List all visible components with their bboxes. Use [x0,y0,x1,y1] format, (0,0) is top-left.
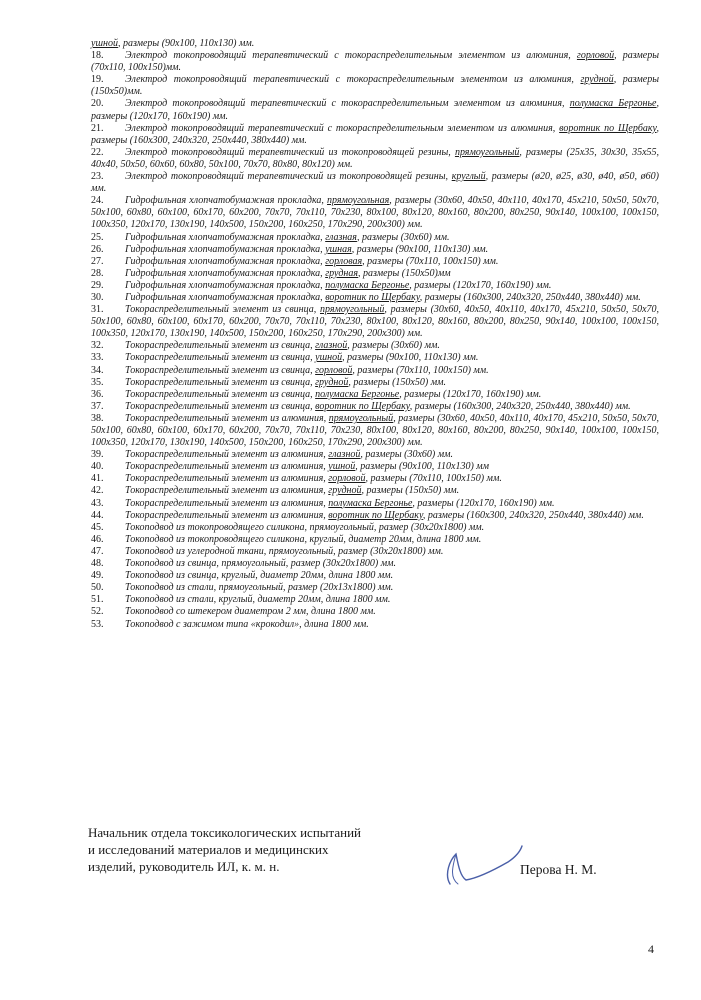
item-number: 33. [91,352,104,364]
item-text: Токораспределительный элемент из алюминия, [125,485,329,497]
list-item [91,244,659,256]
list-item [91,352,659,364]
item-text: , размеры (70х110, 100х150) мм. [352,364,489,376]
list-item [91,256,659,268]
list-item [91,461,659,473]
list-item [91,522,659,534]
item-text: Токоподвод из углеродной ткани, прямоугольный, размер (30х20х1800) мм. [125,545,444,557]
item-text: , размеры (ø20, ø25, ø30, ø40, ø50, ø60) мм. [91,171,660,195]
list-item [91,365,659,377]
item-text: , размеры (160х300, 240х320, 250х440, 380х440) мм. [409,400,631,412]
item-text: , размеры (70х110, 100х150) мм. [365,473,502,485]
list-item [91,147,659,171]
item-shape-label: грудная [325,267,359,279]
item-shape-label: прямоугольный [319,304,385,316]
item-text: , размеры (70х110, 100х150) мм. [362,255,499,267]
item-text: Гидрофильная хлопчатобумажная прокладка, [125,267,326,279]
list-item [91,558,659,570]
item-text: , размеры (120х170, 160х190) мм. [399,388,542,400]
item-text: , размеры (30х60) мм. [356,231,450,243]
item-text: Токоподвод со штекером диаметром 2 мм, длина 1800 мм. [125,606,376,618]
item-number: 45. [91,521,104,533]
item-text: Токораспределительный элемент из свинца, [125,400,316,412]
list-item [91,340,659,352]
item-list [91,38,659,631]
item-text: , размеры (70х110, 100х150)мм. [91,50,659,74]
list-item [91,619,659,631]
item-shape-label: прямоугольная [326,195,390,207]
item-text: , размеры (30х60) мм. [360,449,454,461]
item-text: Электрод токопроводящий терапевтический с токораспределительным элементом из алюминия, [125,98,570,110]
list-item [91,74,659,98]
item-text: Гидрофильная хлопчатобумажная прокладка, [125,195,327,207]
item-text: , размеры (30х60) мм. [347,340,440,352]
signatory-name: Перова Н. М. [520,862,597,877]
item-number: 35. [91,376,104,388]
item-number: 38. [91,412,104,424]
item-text: Гидрофильная хлопчатобумажная прокладка, [125,291,326,303]
item-shape-label: воротник по Щербаку [315,400,410,412]
item-shape-label: полумаска Бергонье [328,497,413,509]
item-shape-label: ушной [315,352,343,364]
item-shape-label: глазной [315,340,348,352]
item-text: Токоподвод из свинца, прямоугольный, размер (30х20х1800) мм. [125,558,397,570]
list-item [91,534,659,546]
item-shape-label: глазной [328,449,361,461]
item-number: 20. [91,98,104,110]
item-text: Токораспределительный элемент из алюминия, [125,509,329,521]
item-text: Электрод токопроводящий терапевтический с токораспределительным элементом из алюминия, [125,122,560,134]
item-text: Токоподвод из стали, круглый, диаметр 20мм, длина 1800 мм. [125,594,391,606]
list-item [91,594,659,606]
item-text: Гидрофильная хлопчатобумажная прокладка, [125,255,326,267]
signatory-title-line: и исследований материалов и медицинских [88,842,329,857]
item-shape-label: горловой [576,50,615,62]
item-text: , размеры (160х300, 240х320, 250х440, 380х440) мм. [419,291,641,303]
item-shape-label: горловая [325,255,363,267]
item-shape-label: грудной [580,74,614,86]
list-item [91,498,659,510]
item-text: Гидрофильная хлопчатобумажная прокладка, [125,243,326,255]
item-shape-label: полумаска Бергонье [315,388,400,400]
item-shape-label: воротник по Щербаку [328,509,423,521]
list-item [91,473,659,485]
item-number: 47. [91,545,104,557]
item-text: , размеры (25х35, 30х30, 35х55, 40х40, 50х50, 60х60, 60х80, 50х100, 70х70, 80х80, 80х120) мм. [91,146,660,170]
list-item [91,98,659,122]
item-text: Электрод токопроводящий терапевтический с токораспределительным элементом из алюминия, [125,50,577,62]
item-text: , размеры (150х50)мм. [91,74,659,98]
item-text: Электрод токопроводящий терапевтический с токораспределительным элементом из алюминия, [125,74,581,86]
item-number: 19. [91,74,104,86]
item-text: Токораспределительный элемент из алюминия, [125,473,329,485]
list-item [91,280,659,292]
item-shape-label: воротник по Щербаку [325,291,420,303]
item-text: Электрод токопроводящий терапевтический из токопроводящей резины, [125,171,452,183]
item-number: 40. [91,461,104,473]
item-number: 51. [91,594,104,606]
item-shape-label: ушная [325,243,352,255]
item-text: Токораспределительный элемент из алюминия, [125,497,329,509]
item-number: 28. [91,267,104,279]
item-text: , размеры (150х50)мм [358,267,451,279]
item-shape-label: полумаска Бергоньe [569,98,657,110]
item-shape-label: ушной [91,38,118,49]
item-number: 29. [91,279,104,291]
signatory-title [88,824,428,875]
item-number: 42. [91,485,104,497]
list-item [91,292,659,304]
list-item [91,510,659,522]
signatory-title-line: изделий, руководитель ИЛ, к. м. н. [88,859,280,874]
list-item [91,582,659,594]
item-text: , размеры (120х170, 160х190) мм. [91,98,659,122]
item-text: Токораспределительный элемент из свинца, [125,388,316,400]
item-text: , размеры (30х60, 40х50, 40х110, 40х170, 45х210, 50х50, 50х70, 50х100, 60х80, 60х100, 60х170, 60х200, 70х70, 70х110, 70х230, 80х100, 80х120, 80х160, 80х200, 80х250, 90х140, 100х100, 100х150, 100х350, 120х170, 130х190, 140х500, 150х200, 160х250, 170х290, 200х300) мм. [91,412,659,449]
handwritten-signature [436,840,526,888]
item-text: Токораспределительный элемент из свинца, [125,376,316,388]
item-number: 23. [91,171,104,183]
item-number: 52. [91,606,104,618]
item-number: 25. [91,231,104,243]
item-shape-label: ушной [328,461,356,473]
list-item [91,485,659,497]
item-number: 36. [91,388,104,400]
list-item [91,171,659,195]
item-number: 43. [91,497,104,509]
item-text: Гидрофильная хлопчатобумажная прокладка, [125,231,326,243]
item-text: , размеры (150х50) мм. [348,376,446,388]
item-number: 34. [91,364,104,376]
item-number: 49. [91,570,104,582]
item-text: Токоподвод из свинца, круглый, диаметр 20мм, длина 1800 мм. [125,570,394,582]
item-text: Токораспределительный элемент из свинца, [125,352,316,364]
item-number: 26. [91,243,104,255]
item-shape-label: прямоугольный [454,146,520,158]
item-text: Токораспределительный элемент из свинца, [125,364,316,376]
page-number: 4 [648,942,654,956]
item-shape-label: горловой [315,364,353,376]
item-text: Токораспределительный элемент из алюминия, [125,461,329,473]
item-text: Токораспределительный элемент из алюминия, [125,412,329,424]
item-text: , размеры (150х50) мм. [361,485,460,497]
item-text: Токораспределительный элемент из свинца, [125,340,316,352]
item-text: , размеры (160х300, 240х320, 250х440, 380х440) мм. [91,122,659,146]
list-item [91,570,659,582]
list-item [91,401,659,413]
item-number: 53. [91,618,104,630]
item-text: , размеры (90х100, 110х130) мм. [342,352,479,364]
item-text: Токораспределительный элемент из свинца, [125,304,320,316]
list-item [91,38,659,50]
list-item [91,606,659,618]
item-number: 21. [91,122,104,134]
item-text: Электрод токопроводящий терапевтический из токопроводящей резины, [125,146,455,158]
item-number: 50. [91,582,104,594]
list-item [91,546,659,558]
list-item [91,50,659,74]
list-item [91,413,659,449]
item-text: , размеры (90х100, 110х130) мм. [351,243,489,255]
item-shape-label: круглый [451,171,486,183]
list-item [91,195,659,231]
list-item [91,268,659,280]
item-number: 24. [91,195,104,207]
list-item [91,304,659,340]
item-text: , размеры (30х60, 40х50, 40х110, 40х170, 45х210, 50х50, 50х70, 50х100, 60х80, 60х100, 60х170, 60х200, 70х70, 70х110, 70х230, 80х100, 80х120, 80х160, 80х200, 80х250, 90х140, 100х100, 100х150, 100х350, 120х170, 130х190, 140х500, 150х200, 160х250, 170х290, 200х300) мм. [91,304,660,340]
item-number: 39. [91,449,104,461]
item-number: 27. [91,255,104,267]
item-text: , размеры (90х100, 110х130) мм. [117,38,255,49]
list-item [91,449,659,461]
list-item [91,389,659,401]
item-number: 41. [91,473,104,485]
item-shape-label: грудной [315,376,349,388]
item-number: 48. [91,558,104,570]
list-item [91,123,659,147]
item-number: 46. [91,533,104,545]
item-text: , размеры (120х170, 160х190) мм. [412,497,555,509]
item-number: 32. [91,340,104,352]
item-shape-label: полумаска Бергонье [325,279,410,291]
item-text: Токоподвод с зажимом типа «крокодил», длина 1800 мм. [125,618,369,630]
item-text: Токоподвод из стали, прямоугольный, размер (20х13х1800) мм. [125,582,394,594]
item-text: , размеры (30х60, 40х50, 40х110, 40х170, 45х210, 50х50, 50х70, 50х100, 60х80, 60х100, 60х170, 60х200, 70х70, 70х110, 70х230, 80х100, 80х120, 80х160, 80х200, 80х250, 90х140, 100х100, 100х150, 100х350, 120х170, 130х190, 140х500, 150х200, 160х250, 170х290, 200х300) мм. [91,195,659,231]
item-shape-label: грудной [328,485,362,497]
item-text: , размеры (90х100, 110х130) мм [355,461,490,473]
item-number: 30. [91,291,104,303]
item-number: 44. [91,509,104,521]
item-shape-label: воротник по Щербаку [559,122,657,134]
item-shape-label: прямоугольный [328,412,394,424]
item-text: Токоподвод из токопроводящего силикона, круглый, диаметр 20мм, длина 1800 мм. [125,533,482,545]
item-text: Токораспределительный элемент из алюминия, [125,449,329,461]
item-text: Гидрофильная хлопчатобумажная прокладка, [125,279,326,291]
item-number: 22. [91,146,104,158]
item-text: Токоподвод из токопроводящего силикона, прямоугольный, размер (30х20х1800) мм. [125,521,485,533]
item-number: 37. [91,400,104,412]
list-item [91,232,659,244]
item-number: 18. [91,50,104,62]
list-item [91,377,659,389]
item-text: , размеры (160х300, 240х320, 250х440, 380х440) мм. [422,509,644,521]
item-shape-label: глазная [325,231,357,243]
item-shape-label: горловой [328,473,366,485]
item-text: , размеры (120х170, 160х190) мм. [409,279,552,291]
signatory-title-line: Начальник отдела токсикологических испытаний [88,825,361,840]
item-number: 31. [91,304,104,316]
